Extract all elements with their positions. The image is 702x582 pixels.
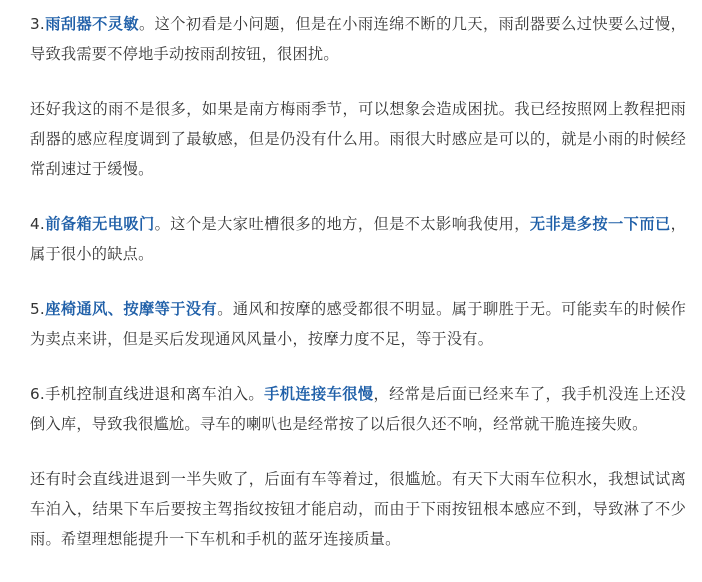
item-number: 5. — [30, 300, 45, 318]
paragraph-phone-control — [30, 379, 686, 439]
paragraph-wiper — [30, 9, 686, 69]
paragraph-text: 。这个初看是小问题，但是在小雨连绵不断的几天，雨刮器要么过快要么过慢，导致我需要不停地手动按雨刮按钮，很困扰。 — [30, 15, 687, 63]
paragraph-wiper-detail — [30, 94, 686, 184]
paragraph-frunk — [30, 209, 686, 269]
paragraph-text: 。通风和按摩的感受都很不明显。属于聊胜于无。可能卖车的时候作为卖点来讲，但是买后发现通风风量小，按摩力度不足，等于没有。 — [30, 300, 687, 348]
highlight-just-press-once: 无非是多按一下而已 — [529, 215, 671, 233]
paragraph-text: 还有时会直线进退到一半失败了，后面有车等着过，很尴尬。有天下大雨车位积水，我想试试离车泊入，结果下车后要按主驾指纹按钮才能启动，而由于下雨按钮根本感应不到，导致淋了不少雨。希望理想能提升一下车机和手机的蓝牙连接质量。 — [30, 470, 686, 548]
highlight-phone-connection-slow: 手机连接车很慢 — [264, 385, 374, 403]
item-number: 3. — [30, 15, 45, 33]
article-body — [30, 9, 686, 579]
paragraph-text: 。这个是大家吐槽很多的地方，但是不太影响我使用， — [154, 215, 530, 233]
paragraph-text: 还好我这的雨不是很多，如果是南方梅雨季节，可以想象会造成困扰。我已经按照网上教程把雨刮器的感应程度调到了最敏感，但是仍没有什么用。雨很大时感应是可以的，就是小雨的时候经常刮速过于缓慢。 — [30, 100, 686, 178]
paragraph-parking-failure — [30, 464, 686, 554]
paragraph-text: ，经常是后面已经来车了，我手机没连上还没倒入库，导致我很尴尬。寻车的喇叭也是经常按了以后很久还不响，经常就干脆连接失败。 — [30, 385, 687, 433]
paragraph-text: 6.手机控制直线进退和离车泊入。 — [30, 385, 265, 403]
highlight-frunk-no-soft-close: 前备箱无电吸门 — [45, 215, 155, 233]
paragraph-text: ，属于很小的缺点。 — [30, 215, 687, 263]
paragraph-seats — [30, 294, 686, 354]
highlight-wiper-insensitive: 雨刮器不灵敏 — [45, 15, 140, 33]
item-number: 4. — [30, 215, 45, 233]
highlight-seat-ventilation-massage: 座椅通风、按摩等于没有 — [45, 300, 218, 318]
